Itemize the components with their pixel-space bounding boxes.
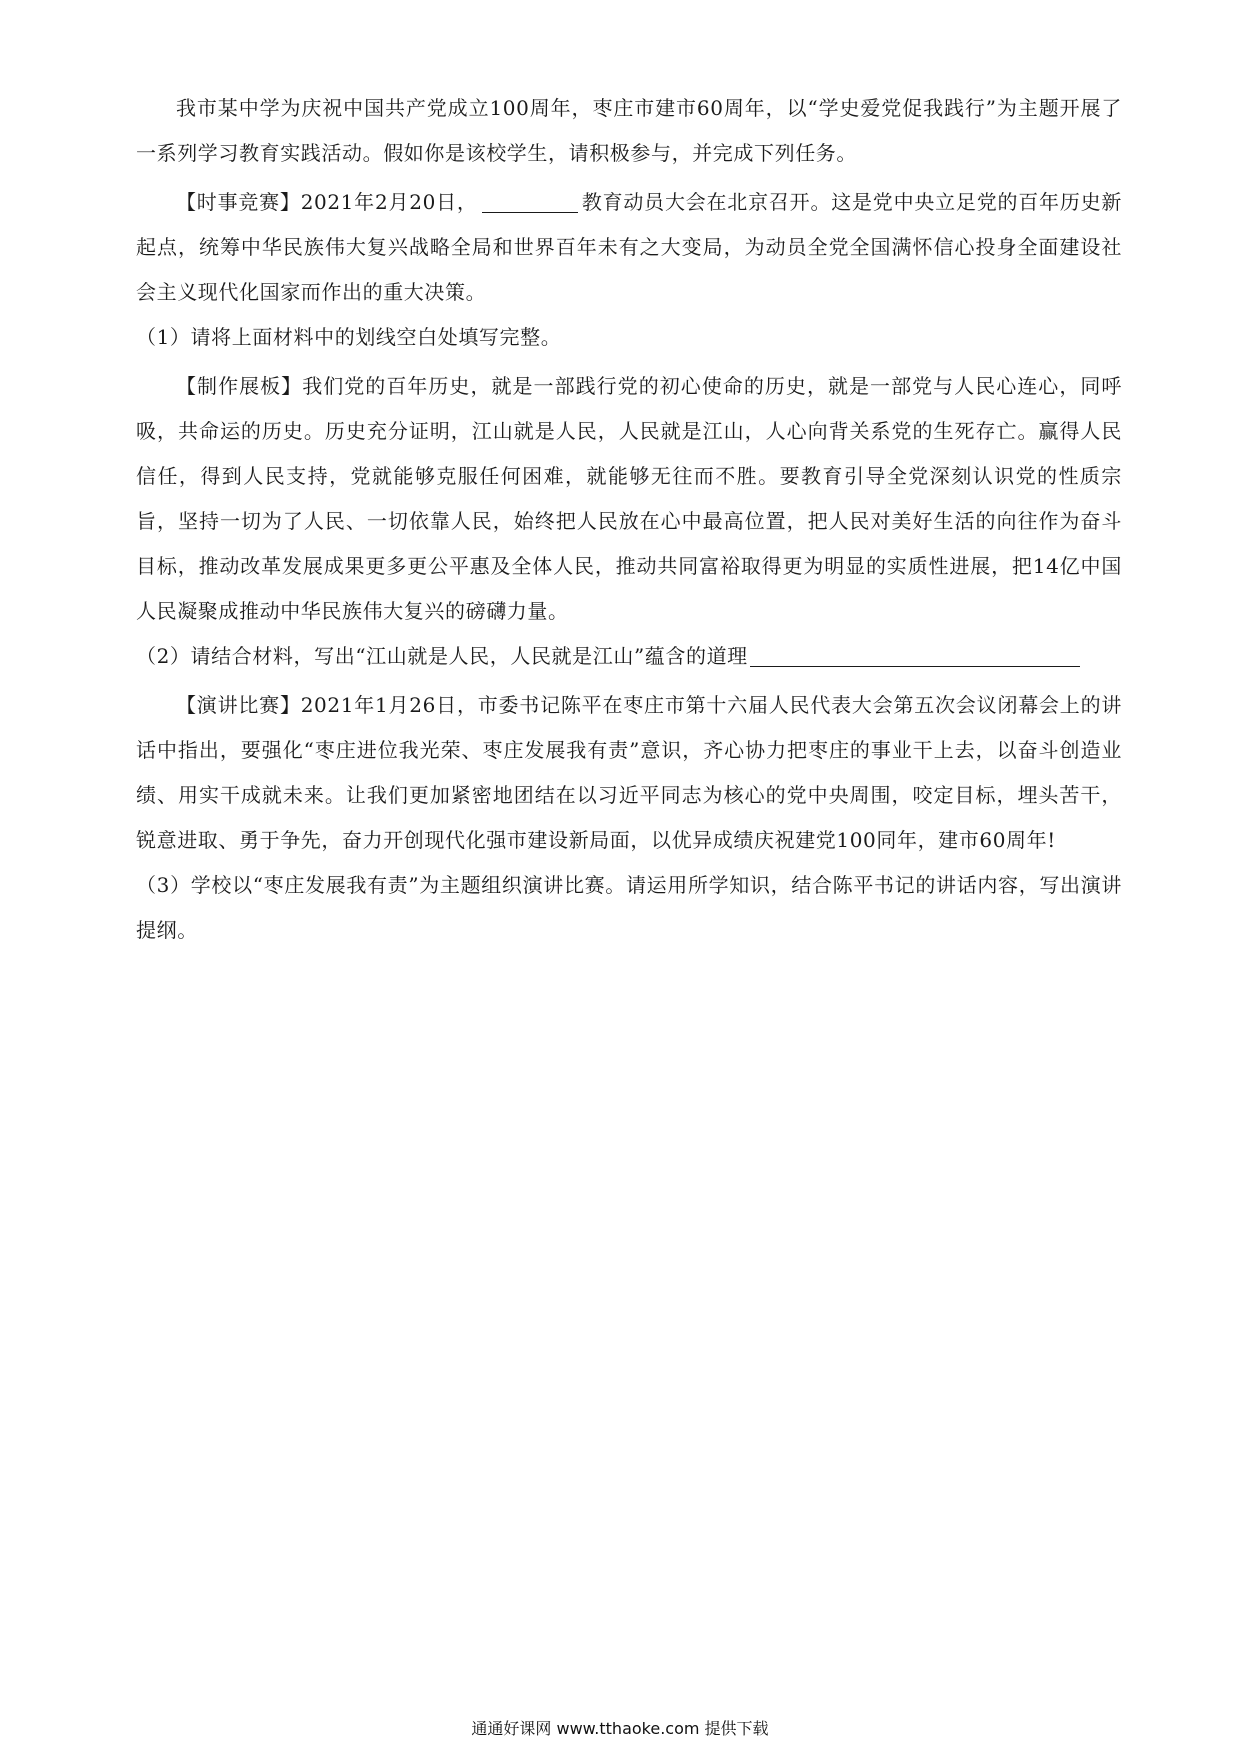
question-2-text: （2）请结合材料，写出“江山就是人民，人民就是江山”蕴含的道理 bbox=[136, 644, 748, 668]
intro-paragraph: 我市某中学为庆祝中国共产党成立100周年，枣庄市建市60周年，以“学史爱党促我践行”为主题开展了一系列学习教育实践活动。假如你是该校学生，请积极参与，并完成下列任务。 bbox=[136, 96, 1122, 165]
current-affairs-tag: 【时事竞赛】 bbox=[176, 190, 301, 214]
speech-contest-tag: 【演讲比赛】 bbox=[176, 693, 301, 717]
answer-line-2[interactable] bbox=[750, 646, 1080, 667]
question-3: （3）学校以“枣庄发展我有责”为主题组织演讲比赛。请运用所学知识，结合陈平书记的讲话内容，写出演讲提纲。 bbox=[136, 873, 1122, 942]
current-affairs-text: 教育动员大会在北京召开。这是党中央立足党的百年历史新起点，统筹中华民族伟大复兴战略全局和世界百年未有之大变局，为动员全党全国满怀信心投身全面建设社会主义现代化国家而作出的重大决策。 bbox=[136, 190, 1122, 304]
document-body bbox=[136, 86, 1122, 953]
question-1: （1）请将上面材料中的划线空白处填写完整。 bbox=[136, 325, 562, 349]
current-affairs-paragraph bbox=[136, 180, 1122, 315]
exhibition-board-text: 我们党的百年历史，就是一部践行党的初心使命的历史，就是一部党与人民心连心，同呼吸，共命运的历史。历史充分证明，江山就是人民，人民就是江山，人心向背关系党的生死存亡。赢得人民信任，得到人民支持，党就能够克服任何困难，就能够无往而不胜。要教育引导全党深刻认识党的性质宗旨，坚持一切为了人民、一切依靠人民，始终把人民放在心中最高位置，把人民对美好生活的向往作为奋斗目标，推动改革发展成果更多更公平惠及全体人民，推动共同富裕取得更为明显的实质性进展，把14亿中国人民凝聚成推动中华民族伟大复兴的磅礴力量。 bbox=[136, 374, 1122, 623]
exhibition-board-tag: 【制作展板】 bbox=[176, 374, 303, 398]
page-footer: 通通好课网 www.tthaoke.com 提供下载 bbox=[471, 1719, 769, 1738]
fill-in-blank-1[interactable] bbox=[482, 192, 578, 213]
speech-contest-paragraph bbox=[136, 683, 1122, 863]
question-2 bbox=[136, 634, 1122, 679]
current-affairs-date: 2021年2月20日， bbox=[300, 190, 478, 214]
exhibition-board-paragraph bbox=[136, 364, 1122, 634]
speech-contest-text: 2021年1月26日，市委书记陈平在枣庄市第十六届人民代表大会第五次会议闭幕会上的讲话中指出，要强化“枣庄进位我光荣、枣庄发展我有责”意识，齐心协力把枣庄的事业干上去，以奋斗创造业绩、用实干成就未来。让我们更加紧密地团结在以习近平同志为核心的党中央周围，咬定目标，埋头苦干，锐意进取、勇于争先，奋力开创现代化强市建设新局面，以优异成绩庆祝建党100同年，建市60周年! bbox=[136, 693, 1122, 852]
